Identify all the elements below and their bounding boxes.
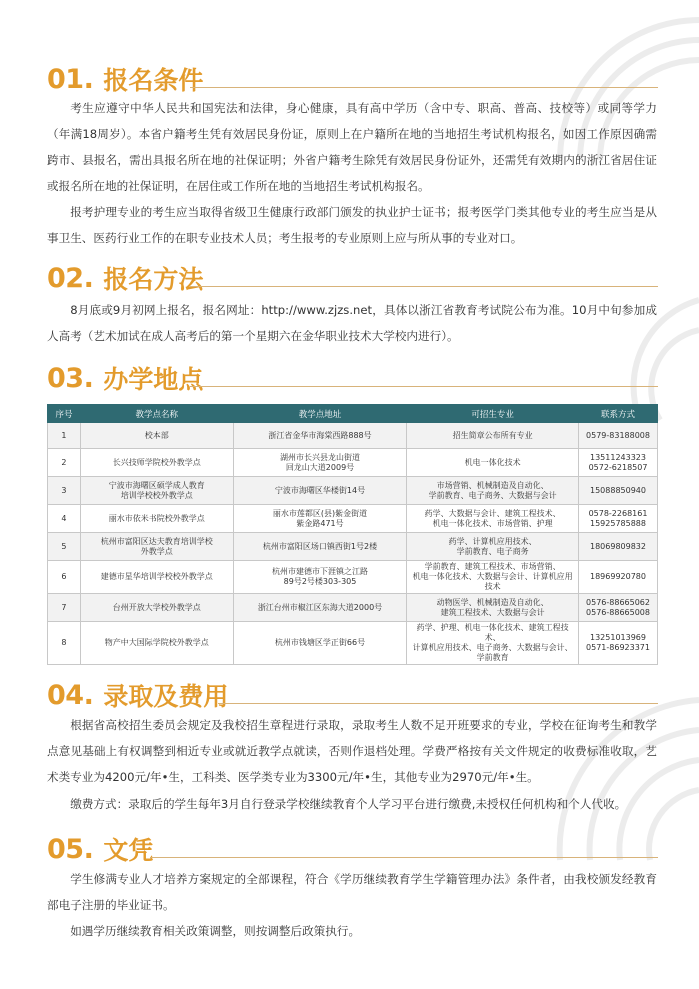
cell-majors: 市场营销、机械制造及自动化、 学前教育、电子商务、大数据与会计 xyxy=(407,477,579,505)
cell-majors: 机电一体化技术 xyxy=(407,449,579,477)
section-heading: 文凭 xyxy=(103,836,154,865)
cell-contact: 15088850940 xyxy=(579,477,658,505)
section-title-4 xyxy=(47,682,228,709)
section-title-5 xyxy=(47,836,153,863)
cell-no: 7 xyxy=(48,594,81,622)
cell-contact: 13511243323 0572-6218507 xyxy=(579,449,658,477)
table-row xyxy=(48,533,658,561)
section-number: 05. xyxy=(47,834,94,865)
section-number: 03. xyxy=(47,363,94,394)
section-rule xyxy=(150,857,658,858)
cell-address: 宁波市海曙区华楼街14号 xyxy=(233,477,407,505)
cell-no: 8 xyxy=(48,622,81,665)
cell-no: 1 xyxy=(48,423,81,449)
cell-site-name: 校本部 xyxy=(80,423,233,449)
section-heading: 办学地点 xyxy=(103,365,204,394)
cell-site-name: 丽水市依米书院校外教学点 xyxy=(80,505,233,533)
cell-no: 6 xyxy=(48,561,81,594)
cell-address: 浙江台州市椒江区东海大道2000号 xyxy=(233,594,407,622)
cell-no: 4 xyxy=(48,505,81,533)
cell-contact: 0578-2268161 15925785888 xyxy=(579,505,658,533)
column-header: 联系方式 xyxy=(579,405,658,423)
cell-site-name: 杭州市富阳区达夫教育培训学校 外教学点 xyxy=(80,533,233,561)
section-rule xyxy=(190,386,658,387)
table-row xyxy=(48,423,658,449)
cell-majors: 动物医学、机械制造及自动化、 建筑工程技术、大数据与会计 xyxy=(407,594,579,622)
paragraph-medical-requirement: 报考护理专业的考生应当取得省级卫生健康行政部门颁发的执业护士证书；报考医学门类其他专业的考生应当是从事卫生、医药行业工作的在职专业技术人员；考生报考的专业原则上应与所从事的专业对口。 xyxy=(47,205,657,245)
column-header: 教学点地址 xyxy=(233,405,407,423)
section-rule xyxy=(190,286,658,287)
cell-site-name: 建德市星华培训学校校外教学点 xyxy=(80,561,233,594)
cell-no: 2 xyxy=(48,449,81,477)
paragraph-admission-fees: 根据省高校招生委员会规定及我校招生章程进行录取，录取考生人数不足开班要求的专业，学校在征询考生和教学点意见基础上有权调整到相近专业或就近教学点就读，否则作退档处理。学费严格按有关文件规定的收费标准收取，艺术类专业为4200元/年•生，工科类、医学类专业为3300元/年•生，其他专业为2970元/年•生。 xyxy=(47,718,657,784)
cell-majors: 招生简章公布所有专业 xyxy=(407,423,579,449)
cell-contact: 0579-83188008 xyxy=(579,423,658,449)
section-number: 04. xyxy=(47,680,94,711)
cell-majors: 药学、计算机应用技术、 学前教育、电子商务 xyxy=(407,533,579,561)
table-row xyxy=(48,594,658,622)
cell-contact: 13251013969 0571-86923371 xyxy=(579,622,658,665)
section-number: 01. xyxy=(47,64,94,95)
column-header: 序号 xyxy=(48,405,81,423)
section-heading: 报名方法 xyxy=(103,265,204,294)
section-title-1 xyxy=(47,66,203,93)
table-row xyxy=(48,505,658,533)
paragraph-eligibility: 考生应遵守中华人民共和国宪法和法律，身心健康，具有高中学历（含中专、职高、普高、技校等）或同等学力（年满18周岁）。本省户籍考生凭有效居民身份证，原则上在户籍所在地的当地招生考试机构报名，如因工作原因确需跨市、县报名，需出具报名所在地的社保证明；外省户籍考生除凭有效居民身份证外，还需凭有效期内的浙江省居住证或报名所在地的社保证明，在居住或工作所在地的当地招生考试机构报名。 xyxy=(47,101,657,193)
cell-address: 杭州市富阳区场口镇西街1号2楼 xyxy=(233,533,407,561)
section-heading: 录取及费用 xyxy=(103,682,229,711)
cell-no: 3 xyxy=(48,477,81,505)
cell-majors: 药学、大数据与会计、建筑工程技术、 机电一体化技术、市场营销、护理 xyxy=(407,505,579,533)
column-header: 可招生专业 xyxy=(407,405,579,423)
cell-contact: 18069809832 xyxy=(579,533,658,561)
table-row xyxy=(48,449,658,477)
cell-site-name: 台州开放大学校外教学点 xyxy=(80,594,233,622)
cell-address: 浙江省金华市海棠西路888号 xyxy=(233,423,407,449)
paragraph-policy-note: 如遇学历继续教育相关政策调整，则按调整后政策执行。 xyxy=(70,924,361,938)
table-row xyxy=(48,477,658,505)
section-title-2 xyxy=(47,265,203,292)
cell-address: 杭州市钱塘区学正街66号 xyxy=(233,622,407,665)
section-number: 02. xyxy=(47,263,94,294)
cell-address: 杭州市建德市下涯镇之江路 89号2号楼303-305 xyxy=(233,561,407,594)
section-rule xyxy=(218,703,658,704)
column-header: 教学点名称 xyxy=(80,405,233,423)
paragraph-payment-method: 缴费方式：录取后的学生每年3月自行登录学校继续教育个人学习平台进行缴费,未授权任何机构和个人代收。 xyxy=(70,797,627,811)
table-row xyxy=(48,622,658,665)
cell-address: 湖州市长兴县龙山街道 回龙山大道2009号 xyxy=(233,449,407,477)
cell-address: 丽水市莲都区(县)紫金街道 紫金路471号 xyxy=(233,505,407,533)
cell-site-name: 宁波市海曙区硕学成人教育 培训学校校外教学点 xyxy=(80,477,233,505)
cell-contact: 0576-88665062 0576-88665008 xyxy=(579,594,658,622)
table-row xyxy=(48,561,658,594)
cell-no: 5 xyxy=(48,533,81,561)
section-rule xyxy=(190,87,658,88)
cell-contact: 18969920780 xyxy=(579,561,658,594)
cell-site-name: 物产中大国际学院校外教学点 xyxy=(80,622,233,665)
cell-majors: 药学、护理、机电一体化技术、建筑工程技术、 计算机应用技术、电子商务、大数据与会计、学前教育 xyxy=(407,622,579,665)
section-title-3 xyxy=(47,365,203,392)
paragraph-diploma: 学生修满专业人才培养方案规定的全部课程，符合《学历继续教育学生学籍管理办法》条件者，由我校颁发经教育部电子注册的毕业证书。 xyxy=(47,872,657,912)
section-heading: 报名条件 xyxy=(103,66,204,95)
table-header-row xyxy=(48,405,658,423)
cell-site-name: 长兴技师学院校外教学点 xyxy=(80,449,233,477)
cell-majors: 学前教育、建筑工程技术、市场营销、 机电一体化技术、大数据与会计、计算机应用技术 xyxy=(407,561,579,594)
teaching-sites-table xyxy=(47,404,658,665)
paragraph-registration-method: 8月底或9月初网上报名，报名网址：http://www.zjzs.net，具体以浙江省教育考试院公布为准。10月中旬参加成人高考（艺术加试在成人高考后的第一个星期六在金华职业技术大学校内进行）。 xyxy=(47,303,657,343)
